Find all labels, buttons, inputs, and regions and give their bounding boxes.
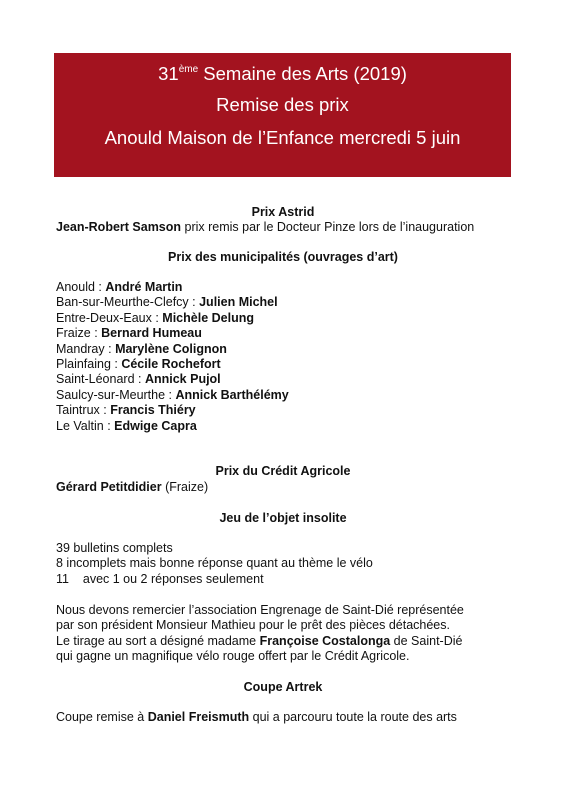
list-item: Plainfaing : Cécile Rochefort <box>56 356 221 371</box>
list-item: Anould : André Martin <box>56 280 183 294</box>
list-item: Ban-sur-Meurthe-Clefcy : Julien Michel <box>56 295 278 310</box>
prix-astrid-winner: Jean-Robert Samson <box>56 220 182 234</box>
coupe-artrek-text: Coupe remise à Daniel Freismuth qui a parcouru toute la route des arts <box>56 710 457 724</box>
list-item: Le Valtin : Edwige Capra <box>56 418 197 433</box>
edition-number: 31 <box>158 63 179 84</box>
coupe-artrek-winner: Daniel Freismuth <box>147 710 250 724</box>
list-item: Saint-Léonard : Annick Pujol <box>56 372 221 387</box>
list-item: Saulcy-sur-Meurthe : Annick Barthélémy <box>56 387 289 402</box>
event-name: Semaine des Arts (2019) <box>198 63 407 84</box>
jeu-objet-paragraph: Nous devons remercier l’association Engrenage de Saint-Dié représentée par son président Monsieur Mathieu pour le prêt des pièces détachées. Le tirage au sort a désigné madame Françoise Costalonga de Saint-Dié qui gagne un magnifique vélo rouge offert par le Crédit Agricole. <box>56 603 464 664</box>
result-line: 8 incomplets mais bonne réponse quant au thème le vélo <box>56 556 373 571</box>
title-banner <box>54 53 511 177</box>
jeu-objet-results <box>56 541 373 587</box>
banner-title-line <box>54 63 511 85</box>
result-line: 39 bulletins complets <box>56 541 173 555</box>
list-item: Mandray : Marylène Colignon <box>56 341 227 356</box>
prix-astrid-heading: Prix Astrid <box>251 205 315 219</box>
municipalites-list <box>56 280 289 434</box>
jeu-objet-winner: Françoise Costalonga <box>259 633 391 648</box>
prix-credit-agricole-heading: Prix du Crédit Agricole <box>215 464 351 478</box>
list-item: Entre-Deux-Eaux : Michèle Delung <box>56 310 254 325</box>
list-item: Fraize : Bernard Humeau <box>56 326 202 341</box>
banner-subtitle: Remise des prix <box>216 94 349 115</box>
prix-astrid-text: Jean-Robert Samson prix remis par le Docteur Pinze lors de l’inauguration <box>56 220 475 234</box>
jeu-objet-heading: Jeu de l’objet insolite <box>219 511 347 525</box>
list-item: Taintrux : Francis Thiéry <box>56 403 196 418</box>
edition-superscript: ème <box>178 64 199 75</box>
result-line: 11 avec 1 ou 2 réponses seulement <box>56 571 264 586</box>
prix-credit-agricole-text: Gérard Petitdidier (Fraize) <box>56 480 209 494</box>
prix-municipalites-heading: Prix des municipalités (ouvrages d’art) <box>168 250 398 264</box>
banner-location-date: Anould Maison de l’Enfance mercredi 5 juin <box>104 127 461 148</box>
prix-credit-agricole-winner: Gérard Petitdidier <box>56 480 162 494</box>
coupe-artrek-heading: Coupe Artrek <box>243 680 323 694</box>
